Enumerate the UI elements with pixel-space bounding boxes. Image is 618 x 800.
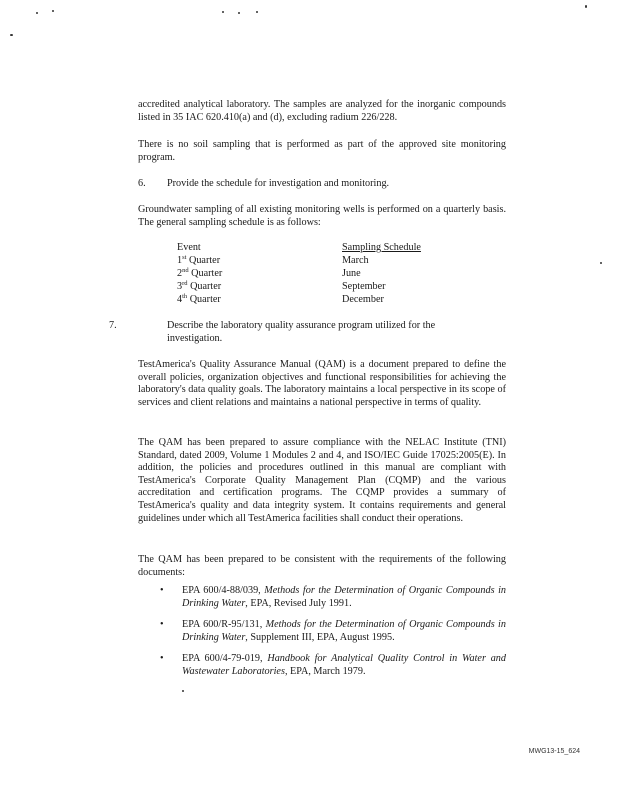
soil-paragraph bbox=[138, 139, 506, 164]
sampling-schedule-table bbox=[177, 242, 457, 307]
row-label: Quarter bbox=[188, 255, 221, 266]
row-month: September bbox=[342, 281, 386, 292]
row-ordinal-suffix: nd bbox=[182, 267, 189, 274]
qam-text-3: The QAM has been prepared to be consistent with the requirements of the following documents: bbox=[138, 554, 506, 578]
scan-speck bbox=[600, 262, 602, 264]
header-event: Event bbox=[177, 242, 201, 253]
groundwater-paragraph bbox=[138, 204, 506, 229]
groundwater-text: Groundwater sampling of all existing monitoring wells is performed on a quarterly basis. The general sampling schedule is as follows: bbox=[138, 204, 506, 228]
ref-title: Handbook for Analytical Quality Control in Water and Wastewater Laboratories bbox=[182, 653, 506, 677]
header-sampling-schedule: Sampling Schedule bbox=[342, 242, 421, 253]
row-label: Quarter bbox=[190, 281, 222, 292]
schedule-row bbox=[177, 281, 457, 294]
ref-code: EPA 600/R-95/131, bbox=[182, 619, 266, 631]
schedule-row bbox=[177, 255, 457, 268]
ref-title: Methods for the Determination of Organic Compounds in Drinking Water bbox=[182, 619, 506, 643]
qam-text-2: The QAM has been prepared to assure compliance with the NELAC Institute (TNI) Standard, dated 2009, Volume 1 Modules 2 and 4, and ISO/IEC Guide 17025:2005(E). In addition, the policies and procedures outlined in this manual are compliant with TestAmerica's Corporate Quality Management Plan (CQMP) and the various accreditation and certification programs. The CQMP provides a summary of TestAmerica's quality and data integrity system. It contains requirements and general guidelines under which all TestAmerica facilities shall conduct their operations. bbox=[138, 437, 506, 524]
bullet-icon: • bbox=[160, 585, 164, 596]
scan-speck bbox=[222, 11, 224, 13]
ref-code: EPA 600/4-79-019, bbox=[182, 653, 268, 665]
row-ordinal-suffix: rd bbox=[182, 280, 188, 287]
list-item bbox=[160, 585, 506, 610]
item-6-number: 6. bbox=[138, 178, 146, 189]
row-ordinal-suffix: st bbox=[182, 254, 187, 261]
schedule-header-row bbox=[177, 242, 457, 255]
bates-number: MWG13-15_624 bbox=[528, 748, 580, 755]
row-month: June bbox=[342, 268, 361, 279]
item-7-number: 7. bbox=[109, 320, 117, 331]
list-item bbox=[160, 619, 506, 644]
bullet-icon: • bbox=[160, 653, 164, 665]
soil-text: There is no soil sampling that is performed as part of the approved site monitoring program. bbox=[138, 139, 506, 163]
row-month: December bbox=[342, 294, 384, 305]
schedule-row bbox=[177, 268, 457, 281]
scan-speck bbox=[36, 12, 38, 14]
reference-list bbox=[160, 585, 506, 688]
schedule-row bbox=[177, 294, 457, 307]
row-label: Quarter bbox=[191, 268, 223, 279]
row-ordinal: 1 bbox=[177, 255, 183, 266]
item-7 bbox=[109, 320, 468, 345]
list-item bbox=[160, 653, 506, 678]
qam-paragraph-3 bbox=[138, 554, 506, 579]
row-ordinal-suffix: th bbox=[182, 293, 188, 300]
scan-speck bbox=[585, 5, 587, 8]
ref-detail: , Supplement III, EPA, August 1995. bbox=[245, 631, 395, 643]
qam-paragraph-1 bbox=[138, 359, 506, 409]
item-6-text: Provide the schedule for investigation and monitoring. bbox=[167, 178, 390, 189]
ref-code: EPA 600/4-88/039, bbox=[182, 585, 265, 596]
item-6 bbox=[138, 178, 506, 191]
scan-speck bbox=[238, 12, 240, 14]
scan-speck bbox=[182, 690, 184, 692]
intro-text: accredited analytical laboratory. The samples are analyzed for the inorganic compounds listed in 35 IAC 620.410(a) and (d), excluding radium 226/228. bbox=[138, 99, 506, 123]
row-ordinal: 4 bbox=[177, 294, 183, 305]
scan-speck bbox=[52, 10, 54, 12]
ref-title: Methods for the Determination of Organic Compounds in Drinking Water bbox=[182, 585, 506, 609]
scan-speck bbox=[10, 34, 13, 36]
row-month: March bbox=[342, 255, 369, 266]
item-7-text: Describe the laboratory quality assurance program utilized for the investigation. bbox=[167, 320, 436, 344]
row-ordinal: 2 bbox=[177, 268, 183, 279]
row-label: Quarter bbox=[189, 294, 221, 305]
qam-paragraph-2 bbox=[138, 437, 506, 525]
bullet-icon: • bbox=[160, 619, 164, 631]
ref-detail: , EPA, Revised July 1991. bbox=[245, 597, 352, 609]
row-ordinal: 3 bbox=[177, 281, 183, 292]
scan-speck bbox=[256, 11, 258, 13]
intro-paragraph bbox=[138, 99, 506, 124]
qam-text-1: TestAmerica's Quality Assurance Manual (QAM) is a document prepared to define the overall policies, organization objectives and functional responsibilities for achieving the laboratory's data quality goals. The laboratory maintains a local perspective in its scope of services and client relations and maintains a national perspective in terms of quality. bbox=[138, 359, 506, 408]
ref-detail: , EPA, March 1979. bbox=[284, 665, 366, 677]
